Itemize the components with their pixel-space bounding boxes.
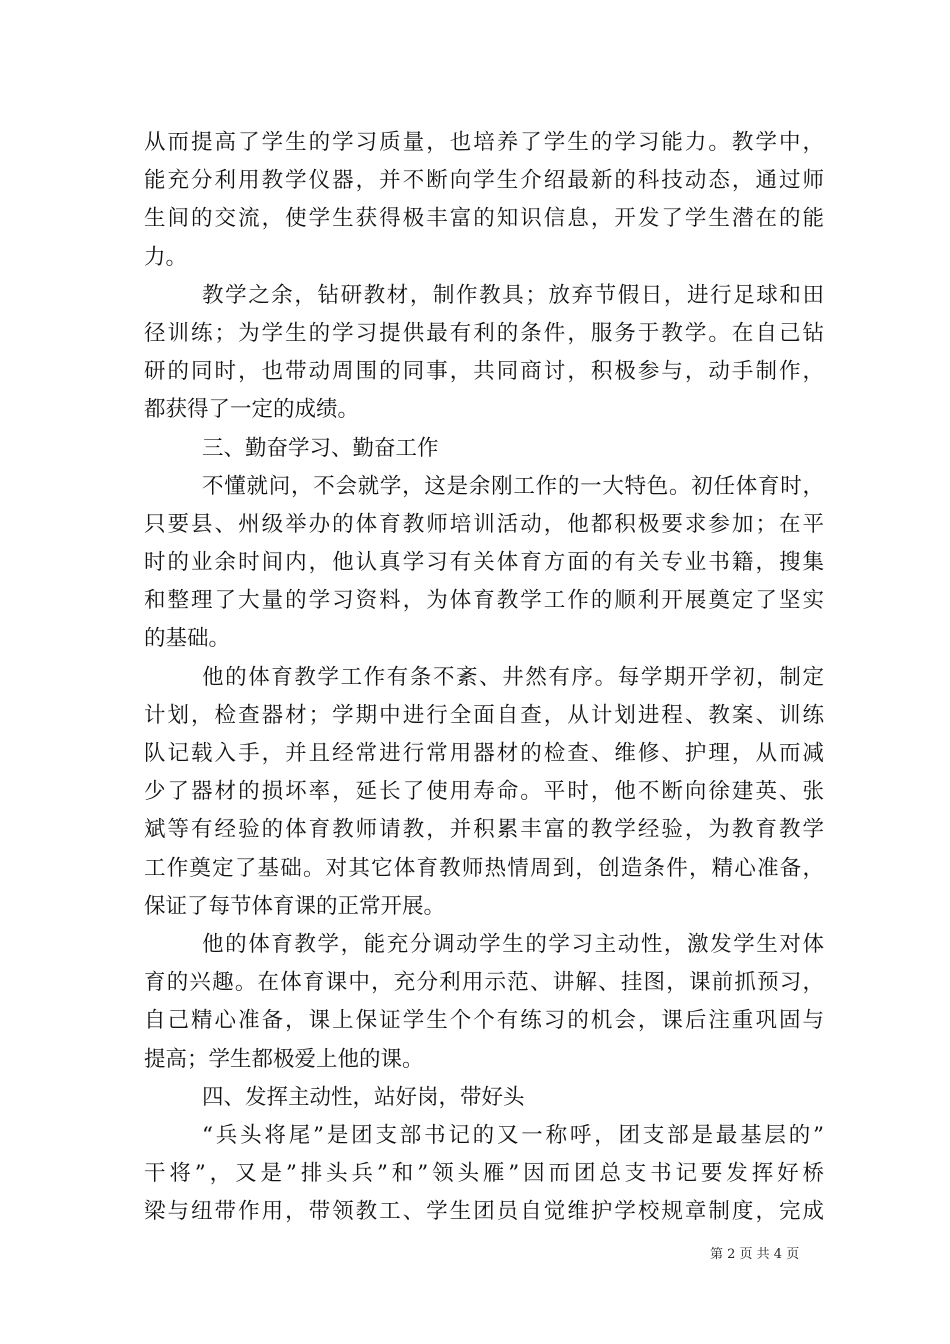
text-line: 只要县、州级举办的体育教师培训活动，他都积极要求参加；在平: [144, 511, 824, 537]
text-line: 计划，检查器材；学期中进行全面自查，从计划进程、教案、训练: [144, 702, 824, 728]
text-line: 时的业余时间内，他认真学习有关体育方面的有关专业书籍，搜集: [144, 550, 824, 576]
text-line: 干将”，又是”排头兵”和”领头雁”因而团总支书记要发挥好桥: [144, 1161, 824, 1187]
text-line: 的基础。: [144, 626, 231, 652]
page-number: 第 2 页 共 4 页: [710, 1247, 800, 1262]
section-heading: 三、勤奋学习、勤奋工作: [202, 435, 439, 461]
text-line: 径训练；为学生的学习提供最有利的条件，服务于教学。在自己钻: [144, 320, 824, 346]
text-line: 育的兴趣。在体育课中，充分利用示范、讲解、挂图，课前抓预习，: [144, 970, 824, 996]
text-line: 都获得了一定的成绩。: [144, 397, 360, 423]
text-line: 能充分利用教学仪器，并不断向学生介绍最新的科技动态，通过师: [144, 168, 824, 194]
text-line: 提高；学生都极爱上他的课。: [144, 1046, 424, 1072]
text-line: “兵头将尾”是团支部书记的又一称呼，团支部是最基层的”: [202, 1122, 824, 1148]
text-line: 梁与纽带作用，带领教工、学生团员自觉维护学校规章制度，完成: [144, 1199, 824, 1225]
text-line: 保证了每节体育课的正常开展。: [144, 893, 446, 919]
text-line: 他的体育教学，能充分调动学生的学习主动性，激发学生对体: [202, 931, 824, 957]
text-line: 力。: [144, 244, 188, 270]
text-line: 和整理了大量的学习资料，为体育教学工作的顺利开展奠定了坚实: [144, 588, 824, 614]
text-line: 工作奠定了基础。对其它体育教师热情周到，创造条件，精心准备，: [144, 855, 824, 881]
text-line: 队记载入手，并且经常进行常用器材的检查、维修、护理，从而减: [144, 741, 824, 766]
text-line: 自己精心准备，课上保证学生个个有练习的机会，课后注重巩固与: [144, 1008, 824, 1034]
text-line: 研的同时，也带动周围的同事，共同商讨，积极参与，动手制作，: [144, 359, 824, 385]
body-text: [144, 124, 824, 1231]
section-heading: 四、发挥主动性，站好岗，带好头: [202, 1084, 525, 1110]
text-line: 生间的交流，使学生获得极丰富的知识信息，开发了学生潜在的能: [144, 206, 824, 232]
text-line: 不懂就问，不会就学，这是余刚工作的一大特色。初任体育时，: [202, 473, 824, 499]
text-line: 少了器材的损坏率，延长了使用寿命。平时，他不断向徐建英、张: [144, 779, 824, 805]
text-line: 斌等有经验的体育教师请教，并积累丰富的教学经验，为教育教学: [144, 817, 824, 843]
text-line: 从而提高了学生的学习质量，也培养了学生的学习能力。教学中，: [144, 130, 824, 155]
text-line: 他的体育教学工作有条不紊、井然有序。每学期开学初，制定: [202, 664, 824, 690]
text-line: 教学之余，钻研教材，制作教具；放弃节假日，进行足球和田: [202, 282, 824, 308]
